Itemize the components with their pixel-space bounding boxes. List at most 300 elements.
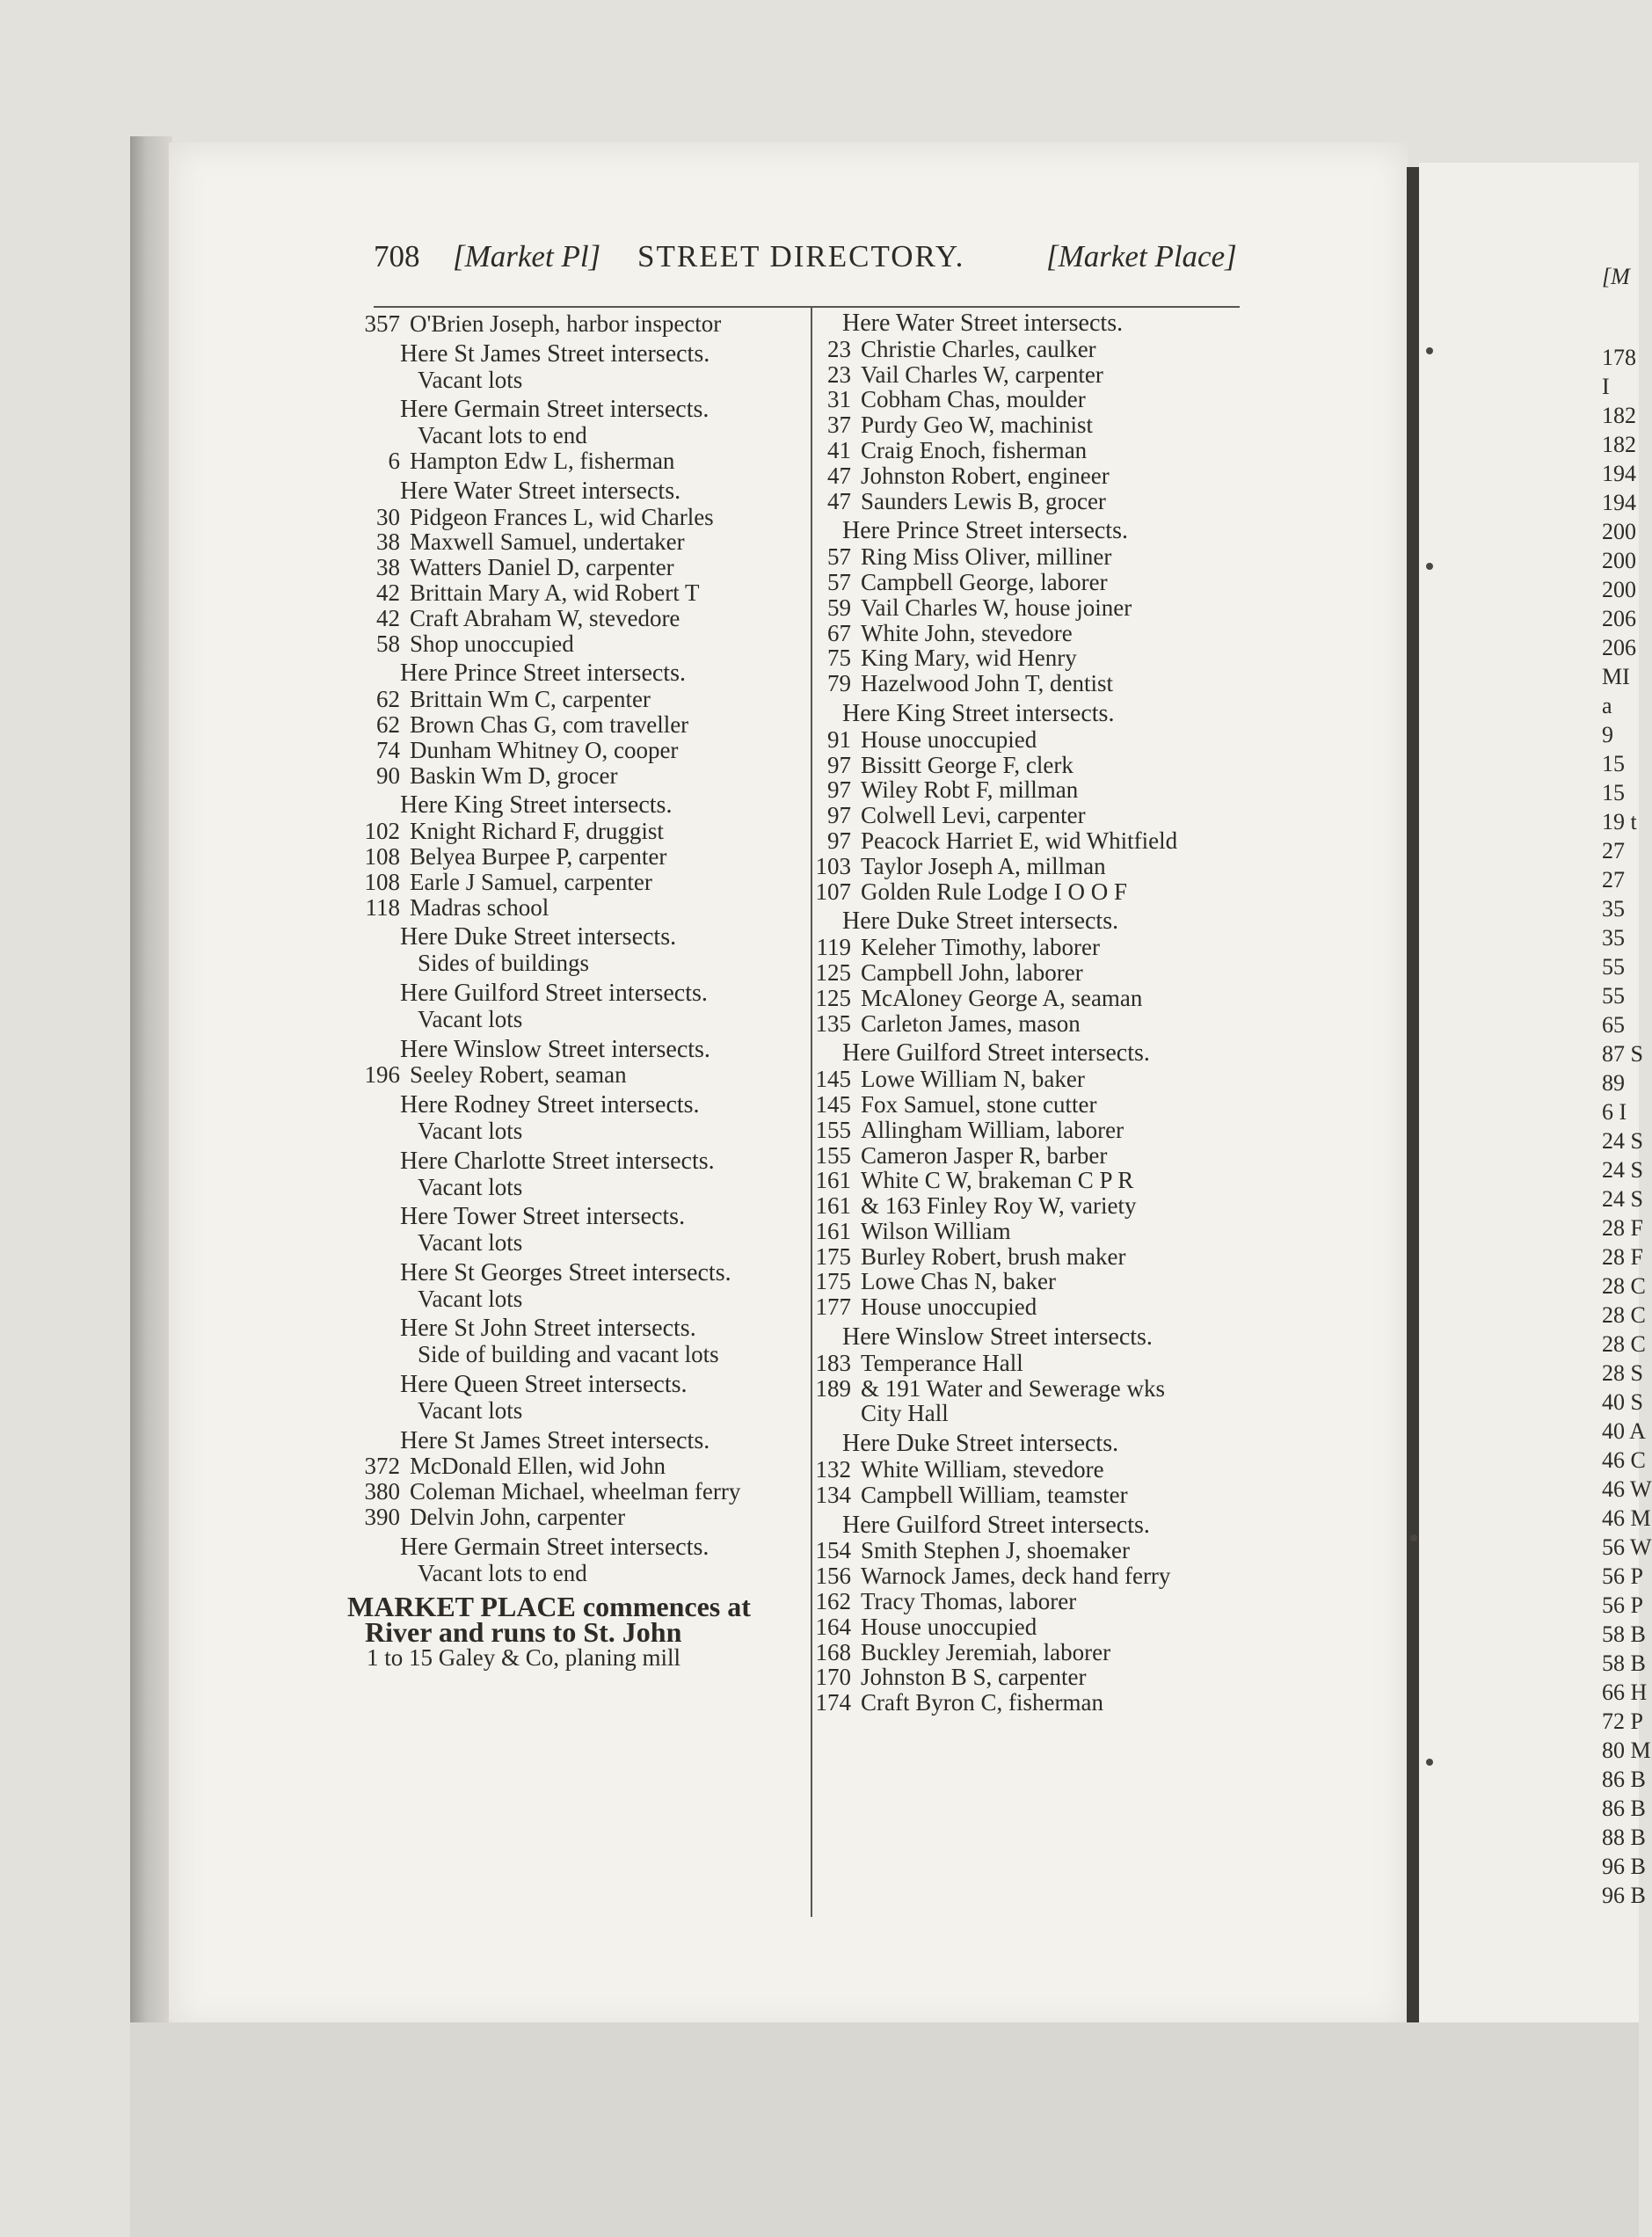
- resident-name: Delvin John, carpenter: [410, 1504, 626, 1531]
- directory-entry: [347, 1505, 809, 1530]
- directory-entry: [790, 1193, 1247, 1219]
- resident-name: Pidgeon Frances L, wid Charles: [410, 503, 714, 530]
- directory-entry: [790, 1067, 1247, 1092]
- directory-entry: [790, 671, 1247, 696]
- resident-name: Allingham William, laborer: [861, 1116, 1124, 1143]
- directory-entry: [347, 895, 809, 921]
- house-number: 161: [815, 1192, 851, 1220]
- house-number: 154: [815, 1537, 851, 1564]
- facing-line: 89: [1602, 1070, 1625, 1096]
- directory-entry: [790, 828, 1247, 854]
- left-column: [347, 311, 809, 1671]
- header-rule: [374, 306, 1240, 308]
- house-number: 135: [815, 1009, 851, 1037]
- street-intersection: Here Duke Street intersects.: [842, 907, 1119, 936]
- facing-line: 15: [1602, 780, 1625, 805]
- resident-name: Hampton Edw L, fisherman: [410, 447, 675, 474]
- page-title: STREET DIRECTORY.: [637, 239, 965, 273]
- facing-line: 88 B: [1602, 1825, 1646, 1850]
- directory-entry: [347, 1454, 809, 1479]
- facing-line: 200: [1602, 548, 1636, 573]
- house-number: 57: [827, 568, 851, 595]
- facing-line: 46 W: [1602, 1476, 1652, 1502]
- street-intersection: Here Charlotte Street intersects.: [400, 1147, 715, 1175]
- street-heading: River and runs to St. John: [365, 1616, 682, 1649]
- facing-line: 28 C: [1602, 1302, 1646, 1328]
- facing-line: 200: [1602, 519, 1636, 544]
- directory-entry: [790, 412, 1247, 438]
- house-number: 23: [827, 361, 851, 388]
- facing-line: 55: [1602, 983, 1625, 1009]
- resident-name: Campbell William, teamster: [861, 1481, 1128, 1508]
- house-number: 108: [364, 868, 400, 895]
- house-number: 23: [827, 335, 851, 362]
- resident-name: Belyea Burpee P, carpenter: [410, 842, 667, 870]
- resident-name: Craft Abraham W, stevedore: [410, 604, 680, 631]
- directory-entry: [790, 960, 1247, 986]
- resident-name: Keleher Timothy, laborer: [861, 934, 1100, 961]
- resident-name: Cobham Chas, moulder: [861, 386, 1086, 413]
- house-number: 175: [815, 1268, 851, 1295]
- directory-entry: [790, 1690, 1247, 1716]
- resident-name: White William, stevedore: [861, 1456, 1104, 1483]
- house-number: 103: [815, 852, 851, 879]
- resident-name: McDonald Ellen, wid John: [410, 1453, 666, 1480]
- street-intersection: Here Water Street intersects.: [842, 310, 1124, 337]
- street-intersection: Here Germain Street intersects.: [400, 1533, 710, 1561]
- facing-header: [M: [1602, 264, 1630, 289]
- house-number: 38: [376, 528, 400, 556]
- house-number: 75: [827, 645, 851, 672]
- resident-name: Dunham Whitney O, cooper: [410, 736, 679, 763]
- facing-line: 206: [1602, 635, 1636, 660]
- facing-line: 182: [1602, 432, 1636, 457]
- house-number: 168: [815, 1638, 851, 1665]
- house-number: 30: [376, 503, 400, 530]
- resident-name: Coleman Michael, wheelman ferry: [410, 1478, 741, 1505]
- resident-name: Golden Rule Lodge I O O F: [861, 878, 1127, 905]
- directory-entry: [347, 1479, 809, 1505]
- street-intersection: Here St Georges Street intersects.: [400, 1258, 731, 1286]
- house-number: 161: [815, 1217, 851, 1244]
- house-number: 57: [827, 543, 851, 571]
- facing-line: 66 H: [1602, 1680, 1648, 1705]
- resident-name: Seeley Robert, seaman: [410, 1061, 627, 1089]
- resident-name: McAloney George A, seaman: [861, 984, 1143, 1011]
- street-intersection: Here Water Street intersects.: [400, 477, 681, 505]
- directory-entry: [347, 580, 809, 606]
- facing-line: 28 C: [1602, 1273, 1646, 1299]
- resident-name: White C W, brakeman C P R: [861, 1167, 1134, 1194]
- directory-entry: [790, 854, 1247, 879]
- directory-entry: [790, 544, 1247, 570]
- facing-line: 27: [1602, 838, 1625, 863]
- resident-name: Carleton James, mason: [861, 1009, 1081, 1037]
- directory-entry: [790, 1376, 1247, 1402]
- resident-name: Madras school: [410, 893, 549, 921]
- directory-entry: [790, 1665, 1247, 1690]
- house-number: 42: [376, 604, 400, 631]
- directory-entry: [790, 1401, 1247, 1426]
- resident-name: Knight Richard F, druggist: [410, 818, 664, 845]
- house-number: 134: [815, 1481, 851, 1508]
- street-intersection: Here St James Street intersects.: [400, 339, 710, 368]
- resident-name: House unoccupied: [861, 1293, 1037, 1321]
- resident-name: Wiley Robt F, millman: [861, 776, 1079, 804]
- house-number: 97: [827, 827, 851, 854]
- house-number: 6: [388, 447, 400, 474]
- directory-entry: [790, 879, 1247, 905]
- directory-entry: [347, 311, 809, 337]
- resident-name: Baskin Wm D, grocer: [410, 761, 618, 789]
- house-number: 174: [815, 1689, 851, 1716]
- facing-line: 46 M: [1602, 1505, 1651, 1531]
- directory-entry: [790, 595, 1247, 621]
- directory-entry: [790, 1457, 1247, 1483]
- directory-entry: [790, 986, 1247, 1011]
- street-intersection: Here Guilford Street intersects.: [400, 979, 708, 1007]
- street-intersection: Here Germain Street intersects.: [400, 396, 710, 424]
- scan-background: [130, 2022, 1639, 2237]
- lot-note: Vacant lots: [418, 366, 523, 393]
- facing-line: 86 B: [1602, 1767, 1646, 1792]
- house-number: 62: [376, 686, 400, 713]
- facing-line: 86 B: [1602, 1796, 1646, 1821]
- resident-name: Saunders Lewis B, grocer: [861, 487, 1106, 514]
- facing-line: I: [1602, 374, 1610, 399]
- house-number: 47: [827, 462, 851, 489]
- facing-line: 35: [1602, 896, 1625, 922]
- book-left-edge: [130, 136, 172, 2031]
- lot-note: Vacant lots: [418, 1285, 523, 1312]
- facing-line: 9: [1602, 722, 1613, 747]
- directory-entry: [790, 1538, 1247, 1563]
- facing-line: 28 F: [1602, 1244, 1643, 1270]
- directory-entry: [790, 1563, 1247, 1589]
- directory-entry: [790, 753, 1247, 778]
- resident-name: Fox Samuel, stone cutter: [861, 1090, 1097, 1118]
- resident-name: Brittain Wm C, carpenter: [410, 686, 651, 713]
- facing-line: 178: [1602, 345, 1636, 370]
- facing-line: 40 A: [1602, 1418, 1646, 1444]
- resident-name: Christie Charles, caulker: [861, 335, 1096, 362]
- directory-entry: [347, 844, 809, 870]
- directory-entry: [790, 1244, 1247, 1270]
- directory-entry: [790, 1269, 1247, 1294]
- house-number: 59: [827, 594, 851, 621]
- street-intersection: Here St James Street intersects.: [400, 1426, 710, 1454]
- binding-mark: [1426, 347, 1433, 354]
- street-intersection: Here Duke Street intersects.: [842, 1430, 1119, 1458]
- house-number: 372: [364, 1453, 400, 1480]
- house-number: 155: [815, 1141, 851, 1169]
- directory-entry: [790, 362, 1247, 388]
- facing-line: 46 C: [1602, 1447, 1646, 1473]
- lot-note: Vacant lots: [418, 1229, 523, 1257]
- house-number: 108: [364, 842, 400, 870]
- house-number: 41: [827, 436, 851, 463]
- resident-name: House unoccupied: [861, 725, 1037, 753]
- directory-entry: [790, 438, 1247, 463]
- lot-note: Vacant lots: [418, 1173, 523, 1200]
- house-number: 91: [827, 725, 851, 753]
- resident-name: Ring Miss Oliver, milliner: [861, 543, 1112, 571]
- street-intersection: Here Queen Street intersects.: [400, 1371, 688, 1399]
- directory-entry: [790, 645, 1247, 671]
- binding-mark: [1410, 1534, 1417, 1541]
- lot-note: Vacant lots: [418, 1005, 523, 1032]
- facing-line: 58 B: [1602, 1650, 1646, 1676]
- street-intersection: Here Rodney Street intersects.: [400, 1091, 700, 1119]
- directory-entry: [790, 1168, 1247, 1193]
- facing-line: 194: [1602, 490, 1636, 515]
- house-number: 145: [815, 1066, 851, 1093]
- directory-entry: [347, 448, 809, 474]
- street-intersection: Here St John Street intersects.: [400, 1315, 696, 1343]
- lot-note: Vacant lots to end: [418, 422, 587, 449]
- directory-entry: 1 to 15 Galey & Co, planing mill: [367, 1644, 680, 1672]
- house-number: 145: [815, 1090, 851, 1118]
- facing-line: 72 P: [1602, 1709, 1643, 1734]
- resident-name: Tracy Thomas, laborer: [861, 1588, 1077, 1615]
- facing-line: 194: [1602, 461, 1636, 486]
- house-number: 357: [364, 310, 400, 337]
- directory-entry: [790, 337, 1247, 362]
- street-intersection: Here Winslow Street intersects.: [400, 1035, 710, 1063]
- directory-entry: [790, 1640, 1247, 1665]
- resident-name: Brown Chas G, com traveller: [410, 710, 689, 738]
- house-number: 37: [827, 412, 851, 439]
- facing-line: 65: [1602, 1012, 1625, 1038]
- directory-entry: [347, 687, 809, 712]
- resident-name: City Hall: [861, 1400, 949, 1427]
- facing-line: 96 B: [1602, 1854, 1646, 1879]
- directory-entry: [790, 1589, 1247, 1614]
- street-intersection: Here Winslow Street intersects.: [842, 1323, 1153, 1352]
- house-number: 161: [815, 1167, 851, 1194]
- house-number: 90: [376, 761, 400, 789]
- directory-entry: [790, 1143, 1247, 1169]
- resident-name: Colwell Levi, carpenter: [861, 802, 1086, 829]
- facing-line: a: [1602, 693, 1612, 718]
- facing-line: 24 S: [1602, 1186, 1643, 1212]
- facing-line: 15: [1602, 751, 1625, 776]
- facing-line: 96 B: [1602, 1883, 1646, 1908]
- directory-entry: [790, 1118, 1247, 1143]
- facing-line: 28 C: [1602, 1331, 1646, 1357]
- facing-line: 24 S: [1602, 1128, 1643, 1154]
- street-intersection: Here Prince Street intersects.: [400, 659, 686, 688]
- directory-entry: [790, 621, 1247, 646]
- house-number: 189: [815, 1374, 851, 1402]
- resident-name: Vail Charles W, carpenter: [861, 361, 1103, 388]
- lot-note: Vacant lots to end: [418, 1559, 587, 1586]
- street-intersection: Here King Street intersects.: [400, 791, 673, 820]
- directory-entry: [790, 1011, 1247, 1037]
- facing-line: 28 S: [1602, 1360, 1643, 1386]
- house-number: 125: [815, 958, 851, 986]
- directory-entry: [347, 1062, 809, 1088]
- facing-line: 56 W: [1602, 1534, 1652, 1560]
- street-intersection: Here Duke Street intersects.: [400, 923, 677, 951]
- page-header: [374, 239, 1262, 283]
- facing-line: 19 t: [1602, 809, 1637, 834]
- house-number: 125: [815, 984, 851, 1011]
- resident-name: Peacock Harriet E, wid Whitfield: [861, 827, 1178, 854]
- lot-note: Side of building and vacant lots: [418, 1341, 719, 1368]
- resident-name: Brittain Mary A, wid Robert T: [410, 579, 700, 606]
- facing-line: 6 I: [1602, 1099, 1627, 1125]
- facing-line: 27: [1602, 867, 1625, 893]
- house-number: 164: [815, 1613, 851, 1640]
- house-number: 390: [364, 1504, 400, 1531]
- resident-name: Cameron Jasper R, barber: [861, 1141, 1108, 1169]
- resident-name: & 191 Water and Sewerage wks: [861, 1374, 1165, 1402]
- resident-name: Johnston B S, carpenter: [861, 1664, 1087, 1691]
- directory-entry: [347, 819, 809, 844]
- lot-note: Sides of buildings: [418, 950, 590, 977]
- facing-line: 56 P: [1602, 1563, 1643, 1589]
- directory-entry: [790, 463, 1247, 489]
- directory-entry: [790, 489, 1247, 514]
- house-number: 162: [815, 1588, 851, 1615]
- right-column: [790, 311, 1247, 1716]
- directory-entry: [347, 870, 809, 895]
- street-intersection: Here Guilford Street intersects.: [842, 1039, 1150, 1067]
- resident-name: Lowe William N, baker: [861, 1066, 1085, 1093]
- house-number: 67: [827, 619, 851, 646]
- street-intersection: Here King Street intersects.: [842, 699, 1115, 727]
- house-number: 97: [827, 802, 851, 829]
- directory-entry: [347, 763, 809, 789]
- resident-name: Smith Stephen J, shoemaker: [861, 1537, 1130, 1564]
- facing-line: 24 S: [1602, 1157, 1643, 1183]
- facing-line: 55: [1602, 954, 1625, 980]
- binding-mark: [1426, 1759, 1433, 1766]
- house-number: 47: [827, 487, 851, 514]
- house-number: 119: [816, 934, 851, 961]
- house-number: 118: [365, 893, 400, 921]
- street-heading: MARKET PLACE commences at: [347, 1591, 751, 1623]
- house-number: 42: [376, 579, 400, 606]
- resident-name: Earle J Samuel, carpenter: [410, 868, 652, 895]
- street-intersection: Here Prince Street intersects.: [842, 517, 1128, 545]
- directory-entry: [790, 1219, 1247, 1244]
- house-number: 107: [815, 878, 851, 905]
- directory-entry: [347, 738, 809, 763]
- directory-entry: [790, 935, 1247, 960]
- directory-entry: [790, 387, 1247, 412]
- directory-entry: [790, 1092, 1247, 1118]
- facing-line: 87 S: [1602, 1041, 1643, 1067]
- house-number: 156: [815, 1563, 851, 1590]
- resident-name: Watters Daniel D, carpenter: [410, 554, 674, 581]
- resident-name: Wilson William: [861, 1217, 1011, 1244]
- facing-line: 206: [1602, 606, 1636, 631]
- resident-name: Craig Enoch, fisherman: [861, 436, 1088, 463]
- book-gutter: [1407, 167, 1419, 2040]
- directory-entry: [347, 631, 809, 657]
- house-number: 177: [815, 1293, 851, 1321]
- house-number: 183: [815, 1349, 851, 1376]
- resident-name: Burley Robert, brush maker: [861, 1242, 1126, 1270]
- directory-entry: [790, 1351, 1247, 1376]
- section-left: [Market Pl]: [453, 239, 601, 273]
- page-number: 708: [374, 239, 420, 273]
- house-number: 380: [364, 1478, 400, 1505]
- resident-name: Hazelwood John T, dentist: [861, 670, 1113, 697]
- facing-line: 40 S: [1602, 1389, 1643, 1415]
- lot-note: Vacant lots: [418, 1117, 523, 1144]
- resident-name: Campbell George, laborer: [861, 568, 1108, 595]
- directory-entry: [790, 727, 1247, 753]
- resident-name: House unoccupied: [861, 1613, 1037, 1640]
- resident-name: Temperance Hall: [861, 1349, 1023, 1376]
- house-number: 132: [815, 1456, 851, 1483]
- facing-line: 182: [1602, 403, 1636, 428]
- directory-entry: [347, 712, 809, 738]
- house-number: 170: [815, 1664, 851, 1691]
- resident-name: Taylor Joseph A, millman: [861, 852, 1106, 879]
- directory-entry: [347, 529, 809, 555]
- resident-name: Maxwell Samuel, undertaker: [410, 528, 685, 556]
- house-number: 31: [827, 386, 851, 413]
- house-number: 97: [827, 776, 851, 804]
- facing-line: 35: [1602, 925, 1625, 951]
- street-intersection: Here Tower Street intersects.: [400, 1203, 686, 1231]
- facing-line: 28 F: [1602, 1215, 1643, 1241]
- resident-name: King Mary, wid Henry: [861, 645, 1077, 672]
- resident-name: Campbell John, laborer: [861, 958, 1083, 986]
- resident-name: Warnock James, deck hand ferry: [861, 1563, 1171, 1590]
- facing-line: 58 B: [1602, 1621, 1646, 1647]
- resident-name: Shop unoccupied: [410, 630, 574, 657]
- resident-name: Purdy Geo W, machinist: [861, 412, 1093, 439]
- street-intersection: Here Guilford Street intersects.: [842, 1511, 1150, 1539]
- resident-name: & 163 Finley Roy W, variety: [861, 1192, 1137, 1220]
- house-number: 79: [827, 670, 851, 697]
- directory-entry: [790, 570, 1247, 595]
- directory-entry: [347, 555, 809, 580]
- directory-entry: [790, 1614, 1247, 1640]
- section-right: [Market Place]: [1046, 239, 1237, 273]
- directory-entry: [790, 1483, 1247, 1508]
- directory-entry: [347, 505, 809, 530]
- house-number: 74: [376, 736, 400, 763]
- house-number: 155: [815, 1116, 851, 1143]
- directory-entry: [790, 777, 1247, 803]
- house-number: 62: [376, 710, 400, 738]
- resident-name: Buckley Jeremiah, laborer: [861, 1638, 1111, 1665]
- house-number: 58: [376, 630, 400, 657]
- resident-name: Lowe Chas N, baker: [861, 1268, 1056, 1295]
- facing-line: 200: [1602, 577, 1636, 602]
- resident-name: White John, stevedore: [861, 619, 1073, 646]
- resident-name: O'Brien Joseph, harbor inspector: [410, 310, 722, 337]
- house-number: 102: [364, 818, 400, 845]
- house-number: 38: [376, 554, 400, 581]
- resident-name: Bissitt George F, clerk: [861, 751, 1073, 778]
- directory-entry: [790, 1294, 1247, 1320]
- house-number: 196: [364, 1061, 400, 1089]
- lot-note: Vacant lots: [418, 1396, 523, 1424]
- facing-line: 80 M: [1602, 1738, 1651, 1763]
- facing-line: MI: [1602, 664, 1630, 689]
- house-number: 97: [827, 751, 851, 778]
- facing-line: 56 P: [1602, 1592, 1643, 1618]
- directory-entry: [347, 606, 809, 631]
- resident-name: Craft Byron C, fisherman: [861, 1689, 1103, 1716]
